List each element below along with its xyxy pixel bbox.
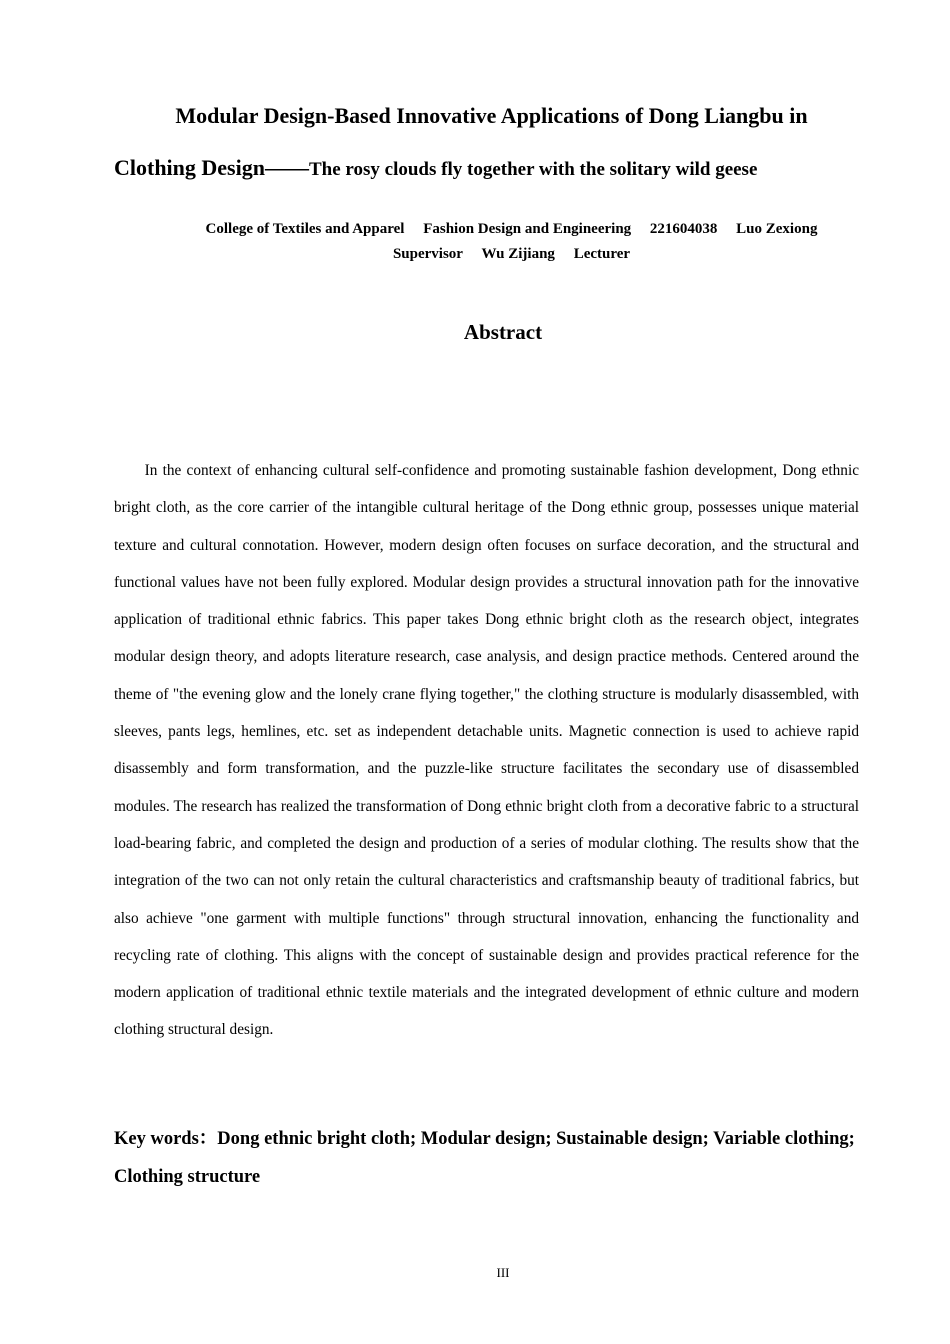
keywords	[114, 1120, 859, 1196]
abstract-heading: Abstract	[463, 320, 543, 344]
paper-subtitle: The rosy clouds fly together with the solitary wild geese	[308, 159, 758, 180]
keywords-text: Dong ethnic bright cloth; Modular design; Sustainable design; Variable clothing; Clothing structure	[114, 1129, 855, 1187]
abstract-body: In the context of enhancing cultural self-confidence and promoting sustainable fashion development, Dong ethnic bright cloth, as the core carrier of the intangible cultural heritage of the Dong ethnic group, possesses unique material texture and cultural connotation. However, modern design often focuses on surface decoration, and the structural and functional values have not been fully explored. Modular design provides a structural innovation path for the innovative application of traditional ethnic fabrics. This paper takes Dong ethnic bright cloth as the research object, integrates modular design theory, and adopts literature research, case analysis, and design practice methods. Centered around the theme of "the evening glow and the lonely crane flying together," the clothing structure is modularly disassembled, with sleeves, pants legs, hemlines, etc. set as independent detachable units. Magnetic connection is used to achieve rapid disassembly and form transformation, and the puzzle-like structure facilitates the secondary use of disassembled modules. The research has realized the transformation of Dong ethnic bright cloth from a decorative fabric to a structural load-bearing fabric, and completed the design and production of a series of modular clothing. The results show that the integration of the two can not only retain the cultural characteristics and craftsmanship beauty of traditional fabrics, but also achieve "one garment with multiple functions" through structural innovation, enhancing the functionality and recycling rate of clothing. This aligns with the concept of sustainable design and provides practical reference for the modern application of traditional ethnic textile materials and the integrated development of ethnic culture and modern clothing structural design.	[114, 462, 859, 1039]
supervisor-name: Wu Zijiang	[481, 246, 555, 262]
author-major: Fashion Design and Engineering	[423, 221, 632, 237]
title-line-2-main: Clothing Design——	[114, 155, 309, 180]
title-line-2	[114, 148, 859, 191]
title-line-1: Modular Design-Based Innovative Applications of Dong Liangbu in	[175, 103, 808, 128]
author-student-id: 221604038	[649, 221, 718, 237]
supervisor-title: Lecturer	[573, 246, 631, 262]
keywords-label: Key words：	[114, 1129, 218, 1149]
page-number: III	[496, 1265, 510, 1280]
author-info	[114, 217, 909, 267]
author-line-1	[114, 217, 909, 242]
author-name: Luo Zexiong	[736, 221, 818, 237]
author-line-2	[114, 242, 909, 267]
paper-title	[114, 96, 859, 191]
author-college: College of Textiles and Apparel	[205, 221, 405, 237]
supervisor-label: Supervisor	[392, 246, 463, 262]
